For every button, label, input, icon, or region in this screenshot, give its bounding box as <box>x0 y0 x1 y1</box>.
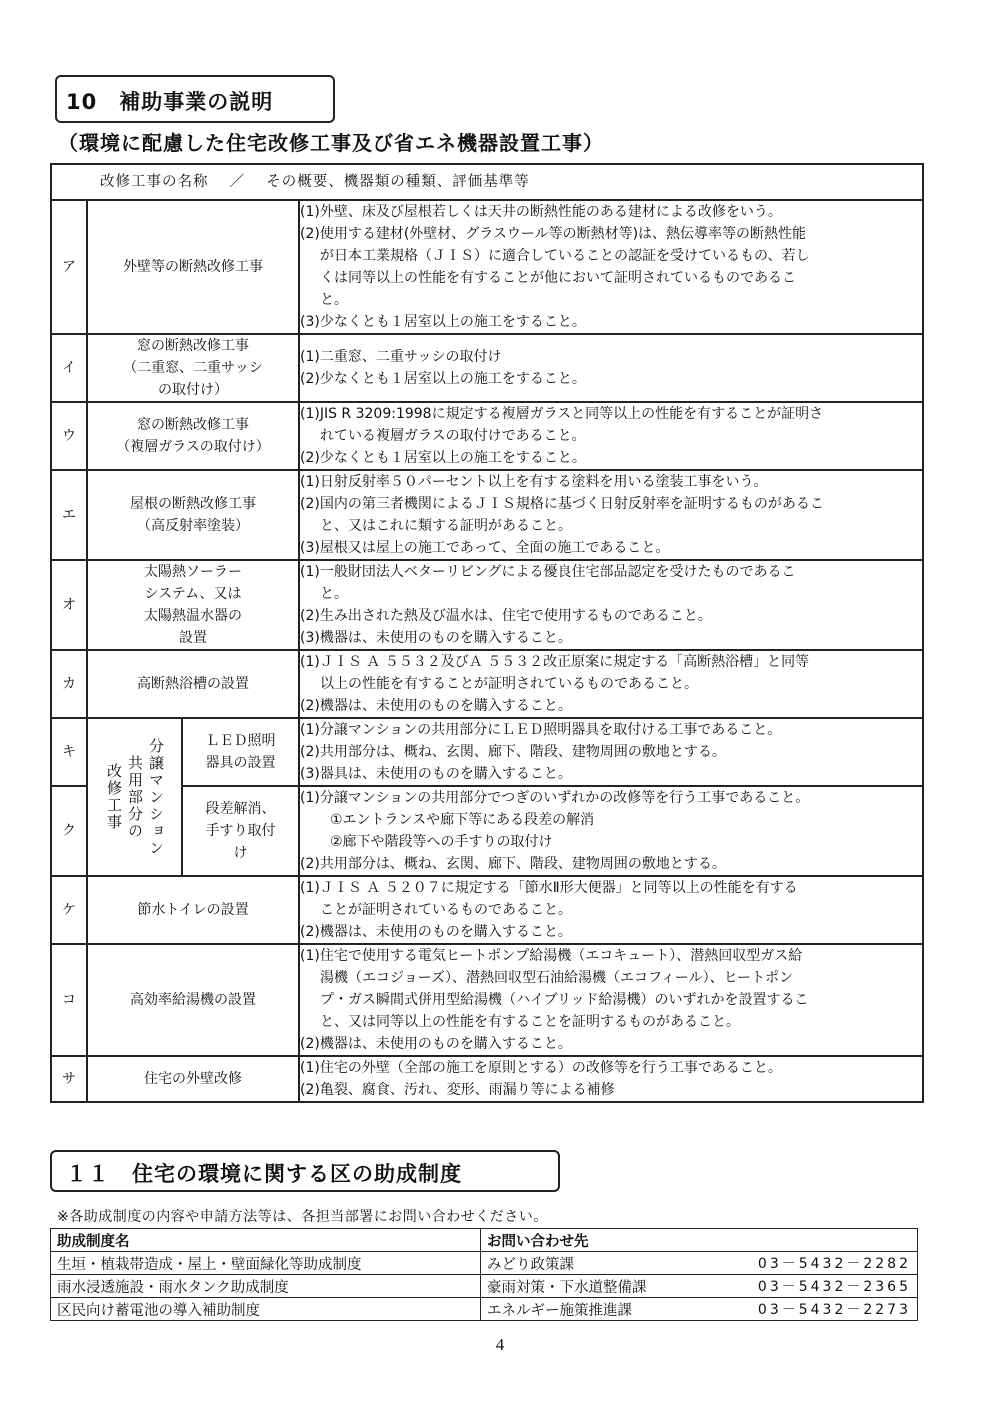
subsidy-row <box>51 1298 918 1321</box>
row-name-line: 節水トイレの設置 <box>137 902 249 918</box>
table-row <box>51 786 923 876</box>
row-name <box>87 334 299 402</box>
row-name-line: （二重窓、二重サッシ <box>123 360 263 376</box>
row-name <box>87 200 299 334</box>
vertical-label: 分譲マンション <box>147 737 165 857</box>
table-row <box>51 402 923 470</box>
row-name <box>87 1056 299 1102</box>
row-description <box>299 944 923 1056</box>
row-name-line: 高効率給湯機の設置 <box>130 992 256 1008</box>
row-description <box>299 200 923 334</box>
description-line: (3)機器は、未使用のものを購入すること。 <box>300 630 572 646</box>
subsidy-contact <box>481 1275 918 1298</box>
row-description <box>299 334 923 402</box>
row-name-line: システム、又は <box>144 586 242 602</box>
description-line: (2)機器は、未使用のものを購入すること。 <box>300 1036 572 1052</box>
row-name-line: 器具の設置 <box>205 755 276 771</box>
subsidy-table <box>50 1228 918 1321</box>
description-line: と。 <box>320 586 348 602</box>
row-name-line: 屋根の断熱改修工事 <box>130 496 256 512</box>
department: エネルギー施策推進課 <box>487 1302 632 1319</box>
row-letter: サ <box>51 1056 87 1102</box>
row-name <box>87 402 299 470</box>
row-letter: オ <box>51 560 87 650</box>
description-line: (2)機器は、未使用のものを購入すること。 <box>300 698 572 714</box>
description-line: ①エントランスや廊下等にある段差の解消 <box>330 812 595 828</box>
description-line: (1)一般財団法人ベターリビングによる優良住宅部品認定を受けたものであるこ <box>300 564 796 580</box>
subsidy-name: 雨水浸透施設・雨水タンク助成制度 <box>51 1275 481 1298</box>
row-letter: コ <box>51 944 87 1056</box>
subsidy-name: 生垣・植栽帯造成・屋上・壁面緑化等助成制度 <box>51 1252 481 1275</box>
row-name-line: 太陽熱温水器の <box>144 608 242 624</box>
row-name <box>87 560 299 650</box>
description-line: (1)分譲マンションの共用部分でつぎのいずれかの改修等を行う工事であること。 <box>300 790 810 806</box>
row-letter: イ <box>51 334 87 402</box>
table-row <box>51 718 923 786</box>
row-description <box>299 786 923 876</box>
description-line: (3)屋根又は屋上の施工であって、全面の施工であること。 <box>300 540 670 556</box>
description-line: (2)機器は、未使用のものを購入すること。 <box>300 924 572 940</box>
row-name-line: 手すり取付 <box>205 823 276 839</box>
subsidy-contact <box>481 1252 918 1275</box>
section11-note: ※各助成制度の内容や申請方法等は、各担当部署にお問い合わせください。 <box>57 1209 548 1225</box>
description-line: くは同等以上の性能を有することが他において証明されているものであるこ <box>320 270 796 286</box>
description-line: (1)ＪＩＳ Ａ ５５３２及びＡ ５５３２改正原案に規定する「高断熱浴槽」と同等 <box>300 654 810 670</box>
col-header-name: 助成制度名 <box>51 1229 481 1252</box>
shared-area-label <box>87 718 182 876</box>
phone-number: 03－5432－2365 <box>757 1278 911 1295</box>
vertical-label: 共用部分の <box>126 754 144 840</box>
description-line: (2)共用部分は、概ね、玄関、廊下、階段、建物周囲の敷地とする。 <box>300 744 726 760</box>
subsidy-contact <box>481 1298 918 1321</box>
description-line: (2)共用部分は、概ね、玄関、廊下、階段、建物周囲の敷地とする。 <box>300 856 726 872</box>
row-name-line: （高反射率塗装） <box>137 518 249 534</box>
row-description <box>299 470 923 560</box>
row-name-line: け <box>233 845 248 861</box>
description-line: れている複層ガラスの取付けであること。 <box>320 428 586 444</box>
row-letter: エ <box>51 470 87 560</box>
description-line: プ・ガス瞬間式併用型給湯機（ハイブリッド給湯機）のいずれかを設置するこ <box>320 992 809 1008</box>
row-description <box>299 560 923 650</box>
vertical-label: 改修工事 <box>105 763 123 831</box>
description-line: (1)JIS R 3209:1998に規定する複層ガラスと同等以上の性能を有することが証明さ <box>300 406 824 422</box>
description-line: (2)生み出された熱及び温水は、住宅で使用するものであること。 <box>300 608 712 624</box>
description-line: (1)日射反射率５０パーセント以上を有する塗料を用いる塗装工事をいう。 <box>300 474 768 490</box>
row-name <box>87 876 299 944</box>
section11-title: １１ 住宅の環境に関する区の助成制度 <box>66 1162 462 1186</box>
description-line: ことが証明されているものであること。 <box>320 902 572 918</box>
row-description <box>299 650 923 718</box>
table-body <box>51 200 923 1102</box>
row-name-line: 高断熱浴槽の設置 <box>137 676 249 692</box>
row-description <box>299 876 923 944</box>
subsidy-name: 区民向け蓄電池の導入補助制度 <box>51 1298 481 1321</box>
row-name <box>87 944 299 1056</box>
row-name-line: の取付け） <box>158 382 228 398</box>
description-line: と、又は同等以上の性能を有することを証明するものがあること。 <box>320 1014 740 1030</box>
page-number: 4 <box>495 1335 505 1354</box>
row-name-line: 住宅の外壁改修 <box>144 1071 242 1087</box>
section10-title: 10 補助事業の説明 <box>66 90 274 114</box>
row-description <box>299 402 923 470</box>
table-row <box>51 334 923 402</box>
table-row <box>51 944 923 1056</box>
row-letter: ア <box>51 200 87 334</box>
description-line: と。 <box>320 292 348 308</box>
row-description <box>299 718 923 786</box>
table-row <box>51 876 923 944</box>
renovation-table <box>50 163 924 1103</box>
row-name-line: 段差解消、 <box>205 801 276 817</box>
row-name-line: 窓の断熱改修工事 <box>137 417 249 433</box>
section10-subtitle: （環境に配慮した住宅改修工事及び省エネ機器設置工事） <box>58 131 604 155</box>
subsidy-row <box>51 1275 918 1298</box>
row-name <box>182 786 299 876</box>
department: みどり政策課 <box>487 1256 574 1273</box>
row-name-line: 太陽熱ソーラー <box>144 564 242 580</box>
table-row <box>51 1056 923 1102</box>
row-name-line: ＬＥＤ照明 <box>205 733 276 749</box>
description-line: (2)国内の第三者機関によるＪＩＳ規格に基づく日射反射率を証明するものがあるこ <box>300 496 824 512</box>
subsidy-row <box>51 1252 918 1275</box>
description-line: (2)少なくとも１居室以上の施工をすること。 <box>300 450 586 466</box>
row-name <box>87 650 299 718</box>
row-letter: ケ <box>51 876 87 944</box>
description-line: 湯機（エコジョーズ）、潜熱回収型石油給湯機（エコフィール）、ヒートポン <box>320 970 794 986</box>
description-line: (2)使用する建材(外壁材、グラスウール等の断熱材等)は、熱伝導率等の断熱性能 <box>300 226 807 242</box>
row-name-line: 外壁等の断熱改修工事 <box>123 259 263 275</box>
description-line: (1)外壁、床及び屋根若しくは天井の断熱性能のある建材による改修をいう。 <box>300 204 782 220</box>
row-name-line: 設置 <box>179 630 207 646</box>
description-line: (3)少なくとも１居室以上の施工をすること。 <box>300 314 586 330</box>
row-letter: ウ <box>51 402 87 470</box>
row-name <box>87 470 299 560</box>
row-letter: キ <box>51 718 87 786</box>
description-line: 以上の性能を有することが証明されているものであること。 <box>320 676 698 692</box>
description-line: (1)住宅の外壁（全部の施工を原則とする）の改修等を行う工事であること。 <box>300 1060 782 1076</box>
row-letter: ク <box>51 786 87 876</box>
description-line: と、又はこれに類する証明があること。 <box>320 518 572 534</box>
description-line: (1)二重窓、二重サッシの取付け <box>300 349 502 365</box>
department: 豪雨対策・下水道整備課 <box>487 1279 647 1296</box>
table-row <box>51 470 923 560</box>
description-line: (3)器具は、未使用のものを購入すること。 <box>300 766 572 782</box>
table-row <box>51 200 923 334</box>
table-row <box>51 650 923 718</box>
row-letter: カ <box>51 650 87 718</box>
description-line: (1)分譲マンションの共用部分にＬＥＤ照明器具を取付ける工事であること。 <box>300 722 782 738</box>
col-header-contact: お問い合わせ先 <box>481 1229 918 1252</box>
row-name-line: 窓の断熱改修工事 <box>137 338 249 354</box>
table-header: 改修工事の名称 ／ その概要、機器類の種類、評価基準等 <box>51 164 923 200</box>
phone-number: 03－5432－2273 <box>757 1301 911 1318</box>
description-line: (1)住宅で使用する電気ヒートポンプ給湯機（エコキュート）、潜熱回収型ガス給 <box>300 948 803 964</box>
row-description <box>299 1056 923 1102</box>
description-line: (2)少なくとも１居室以上の施工をすること。 <box>300 371 586 387</box>
row-name-line: （複層ガラスの取付け） <box>116 439 270 455</box>
row-name <box>182 718 299 786</box>
description-line: (1)ＪＩＳ Ａ ５２０７に規定する「節水Ⅱ形大便器」と同等以上の性能を有する <box>300 880 798 896</box>
description-line: が日本工業規格（ＪＩＳ）に適合していることの認証を受けているもの、若し <box>320 248 810 264</box>
description-line: ②廊下や階段等への手すりの取付け <box>330 834 553 850</box>
table-row <box>51 560 923 650</box>
phone-number: 03－5432－2282 <box>757 1255 911 1272</box>
subsidy-body <box>51 1252 918 1321</box>
description-line: (2)亀裂、腐食、汚れ、変形、雨漏り等による補修 <box>300 1082 615 1098</box>
